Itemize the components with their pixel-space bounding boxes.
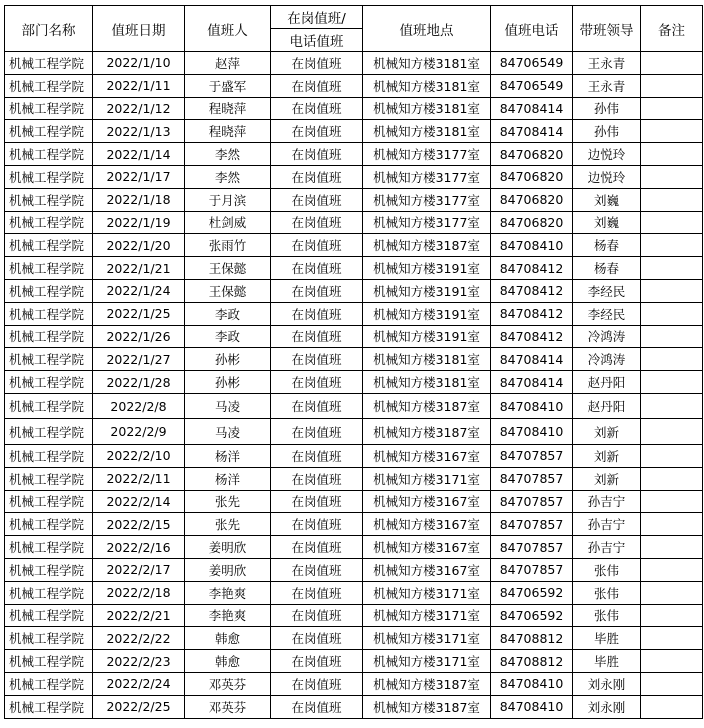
- cell-person: 马凌: [185, 419, 271, 445]
- cell-mode: 在岗值班: [271, 234, 363, 257]
- cell-dept: 机械工程学院: [5, 143, 93, 166]
- cell-person: 孙彬: [185, 348, 271, 371]
- cell-dept: 机械工程学院: [5, 257, 93, 280]
- cell-date: 2022/2/22: [93, 627, 185, 650]
- cell-leader: 张伟: [573, 581, 641, 604]
- cell-mode: 在岗值班: [271, 650, 363, 673]
- cell-dept: 机械工程学院: [5, 74, 93, 97]
- cell-location: 机械知方楼3171室: [363, 627, 491, 650]
- table-body: [5, 52, 703, 719]
- cell-leader: 刘巍: [573, 211, 641, 234]
- cell-dept: 机械工程学院: [5, 627, 93, 650]
- table-row: [5, 74, 703, 97]
- cell-phone: 84706820: [491, 143, 573, 166]
- cell-leader: 杨春: [573, 257, 641, 280]
- cell-location: 机械知方楼3167室: [363, 444, 491, 467]
- cell-dept: 机械工程学院: [5, 672, 93, 695]
- cell-leader: 王永青: [573, 52, 641, 75]
- cell-mode: 在岗值班: [271, 120, 363, 143]
- cell-note: [641, 279, 703, 302]
- table-row: [5, 97, 703, 120]
- table-row: [5, 627, 703, 650]
- cell-location: 机械知方楼3181室: [363, 371, 491, 394]
- cell-mode: 在岗值班: [271, 165, 363, 188]
- cell-person: 杨洋: [185, 444, 271, 467]
- cell-note: [641, 302, 703, 325]
- cell-leader: 王永青: [573, 74, 641, 97]
- table-row: [5, 650, 703, 673]
- cell-person: 王保懿: [185, 257, 271, 280]
- cell-mode: 在岗值班: [271, 279, 363, 302]
- cell-location: 机械知方楼3187室: [363, 234, 491, 257]
- cell-note: [641, 97, 703, 120]
- cell-phone: 84706820: [491, 211, 573, 234]
- cell-note: [641, 604, 703, 627]
- cell-person: 张先: [185, 490, 271, 513]
- cell-person: 李然: [185, 165, 271, 188]
- cell-person: 韩愈: [185, 627, 271, 650]
- cell-leader: 冷鸿涛: [573, 348, 641, 371]
- cell-leader: 刘永刚: [573, 695, 641, 718]
- cell-date: 2022/2/17: [93, 558, 185, 581]
- table-row: [5, 419, 703, 445]
- cell-person: 邓英芬: [185, 672, 271, 695]
- cell-phone: 84706820: [491, 188, 573, 211]
- cell-leader: 赵丹阳: [573, 371, 641, 394]
- cell-note: [641, 143, 703, 166]
- cell-phone: 84706592: [491, 581, 573, 604]
- cell-person: 张雨竹: [185, 234, 271, 257]
- header-person: 值班人: [185, 6, 271, 52]
- cell-phone: 84707857: [491, 513, 573, 536]
- cell-mode: 在岗值班: [271, 52, 363, 75]
- cell-note: [641, 536, 703, 559]
- cell-date: 2022/2/18: [93, 581, 185, 604]
- cell-note: [641, 419, 703, 445]
- cell-phone: 84708410: [491, 393, 573, 419]
- header-mode-top: 在岗值班/: [271, 6, 363, 29]
- cell-note: [641, 120, 703, 143]
- cell-leader: 边悦玲: [573, 165, 641, 188]
- cell-phone: 84708414: [491, 348, 573, 371]
- cell-person: 程晓萍: [185, 120, 271, 143]
- cell-person: 李艳爽: [185, 604, 271, 627]
- cell-phone: 84708412: [491, 302, 573, 325]
- cell-note: [641, 211, 703, 234]
- cell-phone: 84707857: [491, 558, 573, 581]
- cell-location: 机械知方楼3191室: [363, 279, 491, 302]
- cell-date: 2022/2/9: [93, 419, 185, 445]
- cell-date: 2022/2/24: [93, 672, 185, 695]
- cell-person: 张先: [185, 513, 271, 536]
- table-row: [5, 257, 703, 280]
- cell-mode: 在岗值班: [271, 97, 363, 120]
- cell-phone: 84707857: [491, 467, 573, 490]
- cell-dept: 机械工程学院: [5, 695, 93, 718]
- cell-phone: 84708414: [491, 120, 573, 143]
- cell-person: 李然: [185, 143, 271, 166]
- cell-location: 机械知方楼3187室: [363, 419, 491, 445]
- cell-date: 2022/2/11: [93, 467, 185, 490]
- cell-phone: 84706820: [491, 165, 573, 188]
- table-row: [5, 165, 703, 188]
- cell-location: 机械知方楼3177室: [363, 188, 491, 211]
- cell-location: 机械知方楼3167室: [363, 490, 491, 513]
- cell-person: 王保懿: [185, 279, 271, 302]
- table-row: [5, 444, 703, 467]
- cell-date: 2022/1/24: [93, 279, 185, 302]
- cell-location: 机械知方楼3181室: [363, 120, 491, 143]
- table-row: [5, 143, 703, 166]
- cell-note: [641, 74, 703, 97]
- cell-dept: 机械工程学院: [5, 234, 93, 257]
- cell-date: 2022/1/28: [93, 371, 185, 394]
- cell-location: 机械知方楼3167室: [363, 558, 491, 581]
- cell-location: 机械知方楼3167室: [363, 513, 491, 536]
- cell-location: 机械知方楼3187室: [363, 393, 491, 419]
- cell-leader: 刘新: [573, 419, 641, 445]
- cell-note: [641, 165, 703, 188]
- cell-person: 杨洋: [185, 467, 271, 490]
- cell-dept: 机械工程学院: [5, 348, 93, 371]
- table-row: [5, 279, 703, 302]
- cell-mode: 在岗值班: [271, 627, 363, 650]
- cell-leader: 刘巍: [573, 188, 641, 211]
- cell-leader: 孙吉宁: [573, 536, 641, 559]
- cell-phone: 84706592: [491, 604, 573, 627]
- table-row: [5, 211, 703, 234]
- cell-dept: 机械工程学院: [5, 211, 93, 234]
- cell-dept: 机械工程学院: [5, 536, 93, 559]
- cell-phone: 84708812: [491, 627, 573, 650]
- table-row: [5, 120, 703, 143]
- cell-leader: 刘永刚: [573, 672, 641, 695]
- cell-mode: 在岗值班: [271, 257, 363, 280]
- cell-phone: 84707857: [491, 536, 573, 559]
- cell-phone: 84708410: [491, 672, 573, 695]
- cell-person: 姜明欣: [185, 558, 271, 581]
- cell-leader: 孙伟: [573, 120, 641, 143]
- cell-note: [641, 627, 703, 650]
- table-row: [5, 604, 703, 627]
- cell-note: [641, 490, 703, 513]
- cell-dept: 机械工程学院: [5, 279, 93, 302]
- cell-mode: 在岗值班: [271, 536, 363, 559]
- cell-mode: 在岗值班: [271, 371, 363, 394]
- cell-mode: 在岗值班: [271, 419, 363, 445]
- cell-mode: 在岗值班: [271, 393, 363, 419]
- cell-phone: 84708414: [491, 97, 573, 120]
- cell-mode: 在岗值班: [271, 348, 363, 371]
- cell-note: [641, 371, 703, 394]
- cell-person: 杜剑威: [185, 211, 271, 234]
- cell-location: 机械知方楼3171室: [363, 581, 491, 604]
- cell-location: 机械知方楼3187室: [363, 695, 491, 718]
- cell-person: 孙彬: [185, 371, 271, 394]
- table-row: [5, 467, 703, 490]
- cell-phone: 84707857: [491, 444, 573, 467]
- cell-leader: 杨春: [573, 234, 641, 257]
- cell-leader: 李经民: [573, 279, 641, 302]
- cell-mode: 在岗值班: [271, 444, 363, 467]
- cell-location: 机械知方楼3177室: [363, 211, 491, 234]
- cell-date: 2022/1/20: [93, 234, 185, 257]
- cell-dept: 机械工程学院: [5, 419, 93, 445]
- cell-location: 机械知方楼3171室: [363, 467, 491, 490]
- cell-phone: 84708410: [491, 234, 573, 257]
- cell-date: 2022/2/21: [93, 604, 185, 627]
- cell-leader: 李经民: [573, 302, 641, 325]
- cell-location: 机械知方楼3181室: [363, 348, 491, 371]
- cell-location: 机械知方楼3177室: [363, 165, 491, 188]
- cell-date: 2022/2/16: [93, 536, 185, 559]
- cell-date: 2022/1/12: [93, 97, 185, 120]
- cell-phone: 84708412: [491, 257, 573, 280]
- header-mode-bottom: 电话值班: [271, 29, 363, 52]
- cell-date: 2022/1/10: [93, 52, 185, 75]
- cell-date: 2022/2/8: [93, 393, 185, 419]
- cell-dept: 机械工程学院: [5, 558, 93, 581]
- cell-dept: 机械工程学院: [5, 371, 93, 394]
- cell-phone: 84708412: [491, 325, 573, 348]
- table-row: [5, 302, 703, 325]
- cell-leader: 刘新: [573, 467, 641, 490]
- cell-person: 于盛军: [185, 74, 271, 97]
- cell-dept: 机械工程学院: [5, 467, 93, 490]
- cell-leader: 冷鸿涛: [573, 325, 641, 348]
- cell-person: 李政: [185, 302, 271, 325]
- header-location: 值班地点: [363, 6, 491, 52]
- cell-note: [641, 672, 703, 695]
- header-dept: 部门名称: [5, 6, 93, 52]
- cell-date: 2022/2/23: [93, 650, 185, 673]
- table-row: [5, 558, 703, 581]
- cell-leader: 孙吉宁: [573, 490, 641, 513]
- cell-mode: 在岗值班: [271, 558, 363, 581]
- cell-date: 2022/1/26: [93, 325, 185, 348]
- table-row: [5, 695, 703, 718]
- cell-mode: 在岗值班: [271, 513, 363, 536]
- header-date: 值班日期: [93, 6, 185, 52]
- cell-leader: 张伟: [573, 604, 641, 627]
- cell-leader: 赵丹阳: [573, 393, 641, 419]
- cell-note: [641, 581, 703, 604]
- cell-note: [641, 467, 703, 490]
- cell-mode: 在岗值班: [271, 604, 363, 627]
- header-note: 备注: [641, 6, 703, 52]
- table-row: [5, 52, 703, 75]
- cell-dept: 机械工程学院: [5, 165, 93, 188]
- cell-dept: 机械工程学院: [5, 444, 93, 467]
- cell-dept: 机械工程学院: [5, 302, 93, 325]
- cell-phone: 84706549: [491, 74, 573, 97]
- cell-date: 2022/2/14: [93, 490, 185, 513]
- cell-person: 于月滨: [185, 188, 271, 211]
- table-row: [5, 393, 703, 419]
- table-row: [5, 325, 703, 348]
- cell-mode: 在岗值班: [271, 211, 363, 234]
- cell-phone: 84708812: [491, 650, 573, 673]
- cell-person: 马凌: [185, 393, 271, 419]
- cell-dept: 机械工程学院: [5, 52, 93, 75]
- cell-location: 机械知方楼3191室: [363, 302, 491, 325]
- cell-person: 李艳爽: [185, 581, 271, 604]
- header-leader: 带班领导: [573, 6, 641, 52]
- cell-phone: 84708410: [491, 419, 573, 445]
- cell-date: 2022/1/14: [93, 143, 185, 166]
- table-row: [5, 672, 703, 695]
- cell-leader: 孙吉宁: [573, 513, 641, 536]
- cell-date: 2022/1/19: [93, 211, 185, 234]
- cell-location: 机械知方楼3191室: [363, 325, 491, 348]
- cell-dept: 机械工程学院: [5, 325, 93, 348]
- cell-note: [641, 188, 703, 211]
- cell-phone: 84707857: [491, 490, 573, 513]
- table-row: [5, 188, 703, 211]
- cell-location: 机械知方楼3167室: [363, 536, 491, 559]
- cell-person: 韩愈: [185, 650, 271, 673]
- cell-dept: 机械工程学院: [5, 490, 93, 513]
- cell-note: [641, 650, 703, 673]
- cell-date: 2022/2/25: [93, 695, 185, 718]
- table-row: [5, 234, 703, 257]
- cell-phone: 84706549: [491, 52, 573, 75]
- cell-dept: 机械工程学院: [5, 188, 93, 211]
- cell-note: [641, 695, 703, 718]
- cell-mode: 在岗值班: [271, 490, 363, 513]
- cell-leader: 毕胜: [573, 650, 641, 673]
- cell-mode: 在岗值班: [271, 581, 363, 604]
- cell-dept: 机械工程学院: [5, 393, 93, 419]
- table-row: [5, 348, 703, 371]
- cell-note: [641, 234, 703, 257]
- cell-dept: 机械工程学院: [5, 513, 93, 536]
- header-row: [5, 6, 703, 29]
- cell-note: [641, 558, 703, 581]
- cell-mode: 在岗值班: [271, 695, 363, 718]
- cell-person: 李政: [185, 325, 271, 348]
- table-row: [5, 536, 703, 559]
- cell-date: 2022/1/13: [93, 120, 185, 143]
- cell-leader: 孙伟: [573, 97, 641, 120]
- header-phone: 值班电话: [491, 6, 573, 52]
- cell-leader: 张伟: [573, 558, 641, 581]
- cell-note: [641, 52, 703, 75]
- cell-location: 机械知方楼3187室: [363, 672, 491, 695]
- cell-date: 2022/2/15: [93, 513, 185, 536]
- cell-dept: 机械工程学院: [5, 604, 93, 627]
- cell-note: [641, 393, 703, 419]
- cell-date: 2022/1/18: [93, 188, 185, 211]
- cell-location: 机械知方楼3181室: [363, 74, 491, 97]
- table-row: [5, 490, 703, 513]
- cell-mode: 在岗值班: [271, 672, 363, 695]
- cell-mode: 在岗值班: [271, 467, 363, 490]
- table-row: [5, 513, 703, 536]
- cell-date: 2022/1/21: [93, 257, 185, 280]
- cell-leader: 刘新: [573, 444, 641, 467]
- duty-schedule-table: [4, 5, 703, 719]
- cell-location: 机械知方楼3171室: [363, 604, 491, 627]
- cell-phone: 84708412: [491, 279, 573, 302]
- cell-location: 机械知方楼3181室: [363, 52, 491, 75]
- cell-mode: 在岗值班: [271, 143, 363, 166]
- cell-date: 2022/2/10: [93, 444, 185, 467]
- cell-location: 机械知方楼3177室: [363, 143, 491, 166]
- cell-date: 2022/1/11: [93, 74, 185, 97]
- cell-mode: 在岗值班: [271, 74, 363, 97]
- cell-phone: 84708414: [491, 371, 573, 394]
- cell-location: 机械知方楼3191室: [363, 257, 491, 280]
- cell-date: 2022/1/27: [93, 348, 185, 371]
- cell-date: 2022/1/25: [93, 302, 185, 325]
- cell-leader: 毕胜: [573, 627, 641, 650]
- cell-person: 赵萍: [185, 52, 271, 75]
- cell-dept: 机械工程学院: [5, 120, 93, 143]
- cell-note: [641, 348, 703, 371]
- cell-note: [641, 325, 703, 348]
- cell-person: 姜明欣: [185, 536, 271, 559]
- cell-dept: 机械工程学院: [5, 97, 93, 120]
- cell-leader: 边悦玲: [573, 143, 641, 166]
- cell-date: 2022/1/17: [93, 165, 185, 188]
- table-row: [5, 581, 703, 604]
- cell-dept: 机械工程学院: [5, 581, 93, 604]
- cell-note: [641, 257, 703, 280]
- cell-person: 程晓萍: [185, 97, 271, 120]
- cell-phone: 84708410: [491, 695, 573, 718]
- cell-person: 邓英芬: [185, 695, 271, 718]
- cell-mode: 在岗值班: [271, 325, 363, 348]
- cell-location: 机械知方楼3171室: [363, 650, 491, 673]
- cell-dept: 机械工程学院: [5, 650, 93, 673]
- cell-mode: 在岗值班: [271, 188, 363, 211]
- cell-note: [641, 444, 703, 467]
- cell-note: [641, 513, 703, 536]
- cell-location: 机械知方楼3181室: [363, 97, 491, 120]
- table-row: [5, 371, 703, 394]
- cell-mode: 在岗值班: [271, 302, 363, 325]
